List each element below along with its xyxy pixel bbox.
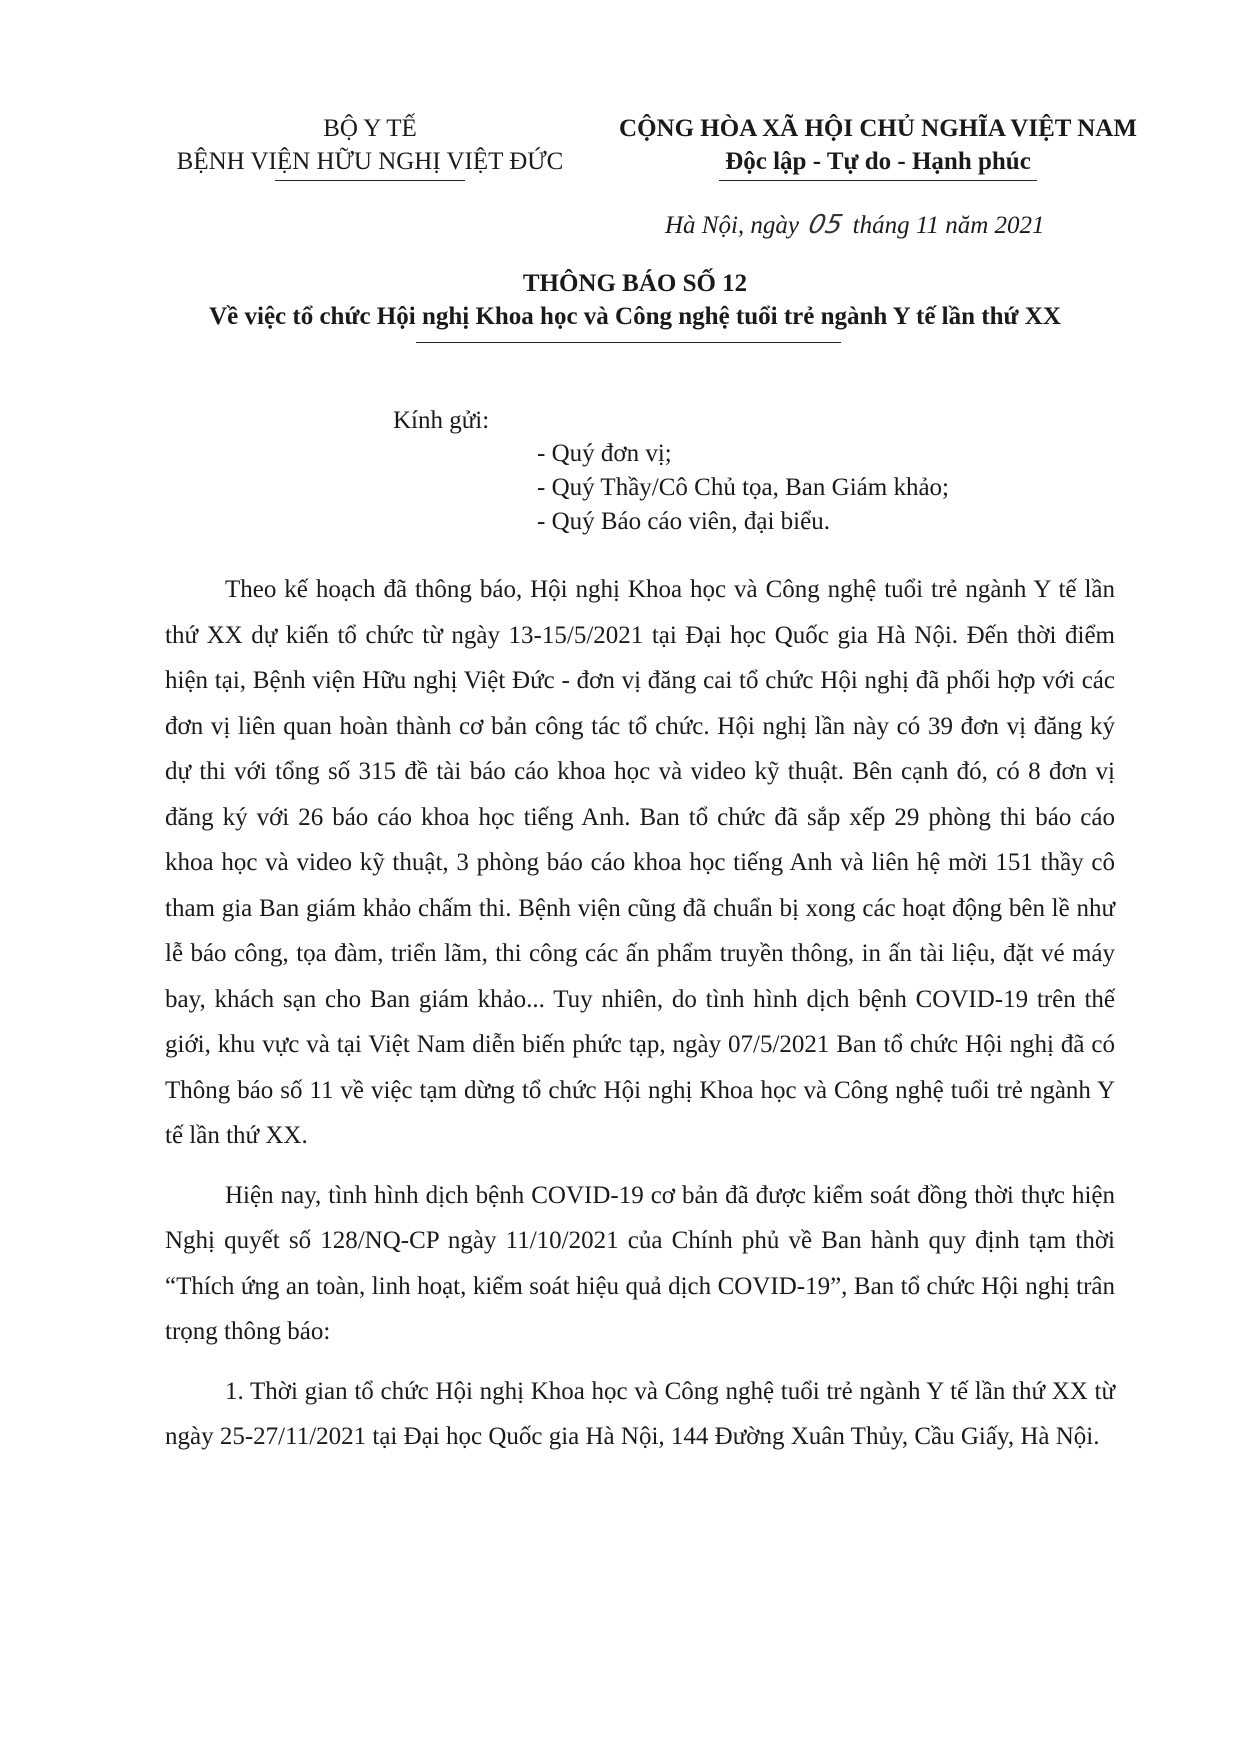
national-motto-block [598, 112, 1158, 181]
motto-underline [719, 180, 1037, 181]
document-title: THÔNG BÁO SỐ 12 [522, 270, 748, 297]
ministry-name: BỘ Y TẾ [323, 115, 417, 142]
body-paragraph: Hiện nay, tình hình dịch bệnh COVID-19 cơ bản đã được kiểm soát đồng thời thực hiện Nghị quyết số 128/NQ-CP ngày 11/10/2021 của Chính phủ về Ban hành quy định tạm thời “Thích ứng an toàn, linh hoạt, kiểm soát hiệu quả dịch COVID-19”, Ban tổ chức Hội nghị trân trọng thông báo: [165, 1181, 1115, 1345]
document-body [165, 567, 1115, 1474]
date-day-handwritten: 05 [806, 210, 846, 240]
recipient-list [537, 437, 949, 539]
recipient-item: - Quý Báo cáo viên, đại biểu. [537, 508, 830, 535]
title-underline [416, 342, 841, 343]
greeting: Kính gửi: [393, 407, 490, 434]
recipient-item: - Quý đơn vị; [537, 440, 672, 467]
body-paragraph: Theo kế hoạch đã thông báo, Hội nghị Khoa học và Công nghệ tuổi trẻ ngành Y tế lần thứ XX dự kiến tổ chức từ ngày 13-15/5/2021 tại Đại học Quốc gia Hà Nội. Đến thời điểm hiện tại, Bệnh viện Hữu nghị Việt Đức - đơn vị đăng cai tổ chức Hội nghị đã phối hợp với các đơn vị liên quan hoàn thành cơ bản công tác tổ chức. Hội nghị lần này có 39 đơn vị đăng ký dự thi với tổng số 315 đề tài báo cáo khoa học và video kỹ thuật. Bên cạnh đó, có 8 đơn vị đăng ký với 26 báo cáo khoa học tiếng Anh. Ban tổ chức đã sắp xếp 29 phòng thi báo cáo khoa học và video kỹ thuật, 3 phòng báo cáo khoa học tiếng Anh và liên hệ mời 151 thầy cô tham gia Ban giám khảo chấm thi. Bệnh viện cũng đã chuẩn bị xong các hoạt động bên lề như lễ báo công, tọa đàm, triển lãm, thi công các ấn phẩm truyền thông, in ấn tài liệu, đặt vé máy bay, khách sạn cho Ban giám khảo... Tuy nhiên, do tình hình dịch bệnh COVID-19 trên thế giới, khu vực và tại Việt Nam diễn biến phức tạp, ngày 07/5/2021 Ban tổ chức Hội nghị đã có Thông báo số 11 về việc tạm dừng tổ chức Hội nghị Khoa học và Công nghệ tuổi trẻ ngành Y tế lần thứ XX. [165, 576, 1115, 1149]
title-block [150, 268, 1120, 334]
national-motto: Độc lập - Tự do - Hạnh phúc [725, 148, 1031, 175]
document-date [665, 210, 1045, 240]
hospital-name: BỆNH VIỆN HỮU NGHỊ VIỆT ĐỨC [176, 148, 564, 175]
issuing-agency-block [150, 112, 590, 181]
body-paragraph: 1. Thời gian tổ chức Hội nghị Khoa học và Công nghệ tuổi trẻ ngành Y tế lần thứ XX từ ngày 25-27/11/2021 tại Đại học Quốc gia Hà Nội, 144 Đường Xuân Thủy, Cầu Giấy, Hà Nội. [165, 1377, 1115, 1450]
recipient-item: - Quý Thầy/Cô Chủ tọa, Ban Giám khảo; [537, 474, 949, 501]
agency-underline [275, 180, 465, 181]
date-prefix: Hà Nội, ngày [665, 212, 800, 239]
country-name: CỘNG HÒA XÃ HỘI CHỦ NGHĨA VIỆT NAM [619, 115, 1137, 142]
date-suffix: tháng 11 năm 2021 [852, 212, 1045, 239]
document-subtitle: Về việc tổ chức Hội nghị Khoa học và Công nghệ tuổi trẻ ngành Y tế lần thứ XX [209, 303, 1061, 330]
